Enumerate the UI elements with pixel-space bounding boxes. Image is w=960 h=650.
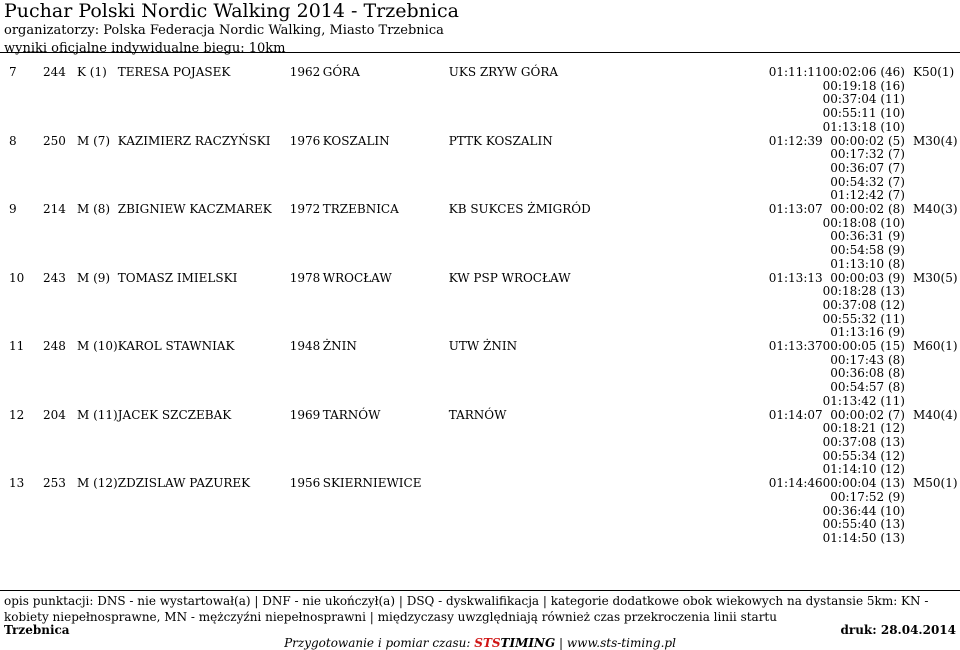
split-time: 00:55:32 (11) (822, 311, 905, 326)
age-category-cell: M40(4) (912, 407, 958, 422)
split-time: 00:55:34 (12) (822, 448, 905, 463)
place-cell: 8 (9, 133, 17, 148)
age-category-cell: M60(1) (912, 339, 958, 354)
club-cell (449, 477, 769, 546)
scoring-legend: opis punktacji: DNS - nie wystartował(a) | DNF - nie ukończył(a) | DSQ - dyskwalifikacja | kategorie dodatkowe obok wiekowych na dystansie 5km: KN - kobiety niepełnosprawne, MN - mężczyźni niepełnosprawni | międzyczasy uwzględniają również czas przekroczenia linii startu (4, 594, 929, 624)
finish-time-cell: 01:13:13 (768, 270, 823, 285)
bib-cell: 248 (43, 339, 66, 354)
city-cell: KOSZALIN (322, 133, 390, 148)
splits-cell (823, 203, 905, 272)
timing-credit (0, 636, 960, 650)
results-subtitle: wyniki oficjalne indywidualne biegu: 10km (4, 41, 286, 56)
age-category-cell: M50(1) (912, 476, 958, 491)
split-time: 00:00:02 (5) (830, 133, 905, 148)
split-time: 00:18:08 (10) (822, 215, 905, 230)
name-cell: ZBIGNIEW KACZMAREK (117, 202, 272, 217)
results-table (0, 66, 958, 546)
place-cell: 10 (9, 270, 25, 285)
split-time: 01:14:10 (12) (822, 462, 905, 477)
split-time: 00:00:05 (15) (822, 339, 905, 354)
event-title: Puchar Polski Nordic Walking 2014 - Trzebnica (4, 0, 459, 22)
footer-print-date: druk: 28.04.2014 (840, 623, 956, 637)
name-cell: TOMASZ IMIELSKI (117, 270, 238, 285)
split-time: 00:36:07 (7) (830, 160, 905, 175)
finish-time-cell: 01:13:37 (768, 339, 823, 354)
split-time: 00:17:52 (9) (830, 489, 905, 504)
city-cell: ŻNIN (322, 339, 357, 354)
city-cell: WROCŁAW (322, 270, 392, 285)
birth-year-cell: 1962 (289, 65, 321, 79)
website-link[interactable]: www.sts-timing.pl (566, 636, 676, 650)
finish-time-cell: 01:11:11 (768, 65, 823, 79)
birth-year-cell: 1972 (289, 202, 321, 217)
age-category-cell: K50(1) (912, 65, 955, 79)
splits-cell (823, 135, 905, 204)
split-time: 00:54:32 (7) (830, 174, 905, 189)
birth-year-cell: 1978 (289, 270, 321, 285)
split-time: 00:37:08 (13) (822, 434, 905, 449)
category-cell: M (9) (77, 270, 111, 285)
split-time: 01:13:42 (11) (822, 393, 905, 408)
place-cell: 9 (9, 202, 17, 217)
split-time: 00:36:31 (9) (830, 229, 905, 244)
age-category-cell: M30(5) (912, 270, 958, 285)
finish-time-cell: 01:13:07 (768, 202, 823, 217)
birth-year-cell: 1948 (289, 339, 321, 354)
bib-cell: 204 (43, 407, 66, 422)
split-time: 00:00:02 (8) (830, 202, 905, 217)
credit-separator: | (559, 636, 564, 650)
bib-cell: 244 (43, 65, 66, 79)
split-time: 00:37:04 (11) (822, 92, 905, 107)
split-time: 01:14:50 (13) (822, 530, 905, 545)
table-row (0, 477, 958, 546)
split-time: 00:55:40 (13) (822, 517, 905, 532)
club-cell: TARNÓW (448, 407, 507, 422)
bib-cell: 253 (43, 476, 66, 491)
split-time: 00:54:57 (8) (830, 380, 905, 395)
finish-time-cell: 01:14:07 (768, 407, 823, 422)
table-row (0, 272, 958, 341)
table-row (0, 203, 958, 272)
age-category-cell: M40(3) (912, 202, 958, 217)
split-time: 00:17:43 (8) (830, 352, 905, 367)
brand-sts: STS (474, 636, 501, 650)
bib-cell: 243 (43, 270, 66, 285)
bib-cell: 214 (43, 202, 66, 217)
split-time: 00:17:32 (7) (830, 147, 905, 162)
results-table-body (0, 66, 958, 546)
split-time: 00:18:21 (12) (822, 421, 905, 436)
bib-cell: 250 (43, 133, 66, 148)
table-row (0, 409, 958, 478)
split-time: 00:18:28 (13) (822, 284, 905, 299)
category-cell: K (1) (77, 65, 107, 79)
splits-cell (823, 340, 905, 409)
age-category-cell: M30(4) (912, 133, 958, 148)
category-cell: M (7) (77, 133, 111, 148)
category-cell: M (8) (77, 202, 111, 217)
name-cell: ZDZISLAW PAZUREK (117, 476, 251, 491)
birth-year-cell: 1969 (289, 407, 321, 422)
split-time: 00:19:18 (16) (822, 78, 905, 93)
split-time: 00:55:11 (10) (822, 106, 905, 121)
split-time: 00:36:44 (10) (822, 503, 905, 518)
split-time: 00:00:04 (13) (822, 476, 905, 491)
finish-time-cell: 01:14:46 (768, 476, 823, 491)
place-cell: 11 (9, 339, 25, 354)
club-cell: KW PSP WROCŁAW (448, 270, 571, 285)
table-row (0, 340, 958, 409)
finish-time-cell: 01:12:39 (768, 133, 823, 148)
club-cell: PTTK KOSZALIN (448, 133, 553, 148)
city-cell: TARNÓW (322, 407, 381, 422)
category-cell: M (12) (77, 476, 118, 491)
splits-cell (823, 409, 905, 478)
splits-cell (823, 272, 905, 341)
header-divider (0, 52, 960, 53)
split-time: 00:00:03 (9) (830, 270, 905, 285)
club-cell: KB SUKCES ŻMIGRÓD (448, 202, 591, 217)
club-cell: UKS ZRYW GÓRA (448, 65, 559, 79)
split-time: 00:02:06 (46) (822, 65, 905, 79)
name-cell: TERESA POJASEK (117, 65, 231, 79)
table-row (0, 135, 958, 204)
splits-cell (823, 477, 905, 546)
split-time: 01:13:16 (9) (830, 325, 905, 340)
birth-year-cell: 1976 (289, 133, 321, 148)
split-time: 00:54:58 (9) (830, 243, 905, 258)
name-cell: KAROL STAWNIAK (117, 339, 235, 354)
birth-year-cell: 1956 (289, 476, 321, 491)
organizers-line: organizatorzy: Polska Federacja Nordic Walking, Miasto Trzebnica (4, 23, 444, 38)
credit-prefix: Przygotowanie i pomiar czasu: (284, 636, 471, 650)
place-cell: 7 (9, 65, 17, 79)
footer-divider (0, 590, 960, 591)
city-cell: TRZEBNICA (322, 202, 399, 217)
split-time: 01:13:18 (10) (822, 119, 905, 134)
club-cell: UTW ŻNIN (448, 339, 518, 354)
city-cell: GÓRA (322, 65, 360, 79)
name-cell: JACEK SZCZEBAK (117, 407, 232, 422)
document-header (4, 0, 459, 58)
table-row (0, 66, 958, 135)
brand-timing: TIMING (500, 636, 556, 650)
place-cell: 13 (9, 476, 25, 491)
split-time: 01:13:10 (8) (830, 256, 905, 271)
footer-location: Trzebnica (4, 623, 70, 637)
category-cell: M (10) (77, 339, 118, 354)
split-time: 00:36:08 (8) (830, 366, 905, 381)
splits-cell (823, 66, 905, 135)
split-time: 00:00:02 (7) (830, 407, 905, 422)
place-cell: 12 (9, 407, 25, 422)
split-time: 01:12:42 (7) (830, 188, 905, 203)
category-cell: M (11) (77, 407, 118, 422)
split-time: 00:37:08 (12) (822, 297, 905, 312)
city-cell: SKIERNIEWICE (322, 476, 422, 491)
name-cell: KAZIMIERZ RACZYŃSKI (117, 133, 271, 148)
